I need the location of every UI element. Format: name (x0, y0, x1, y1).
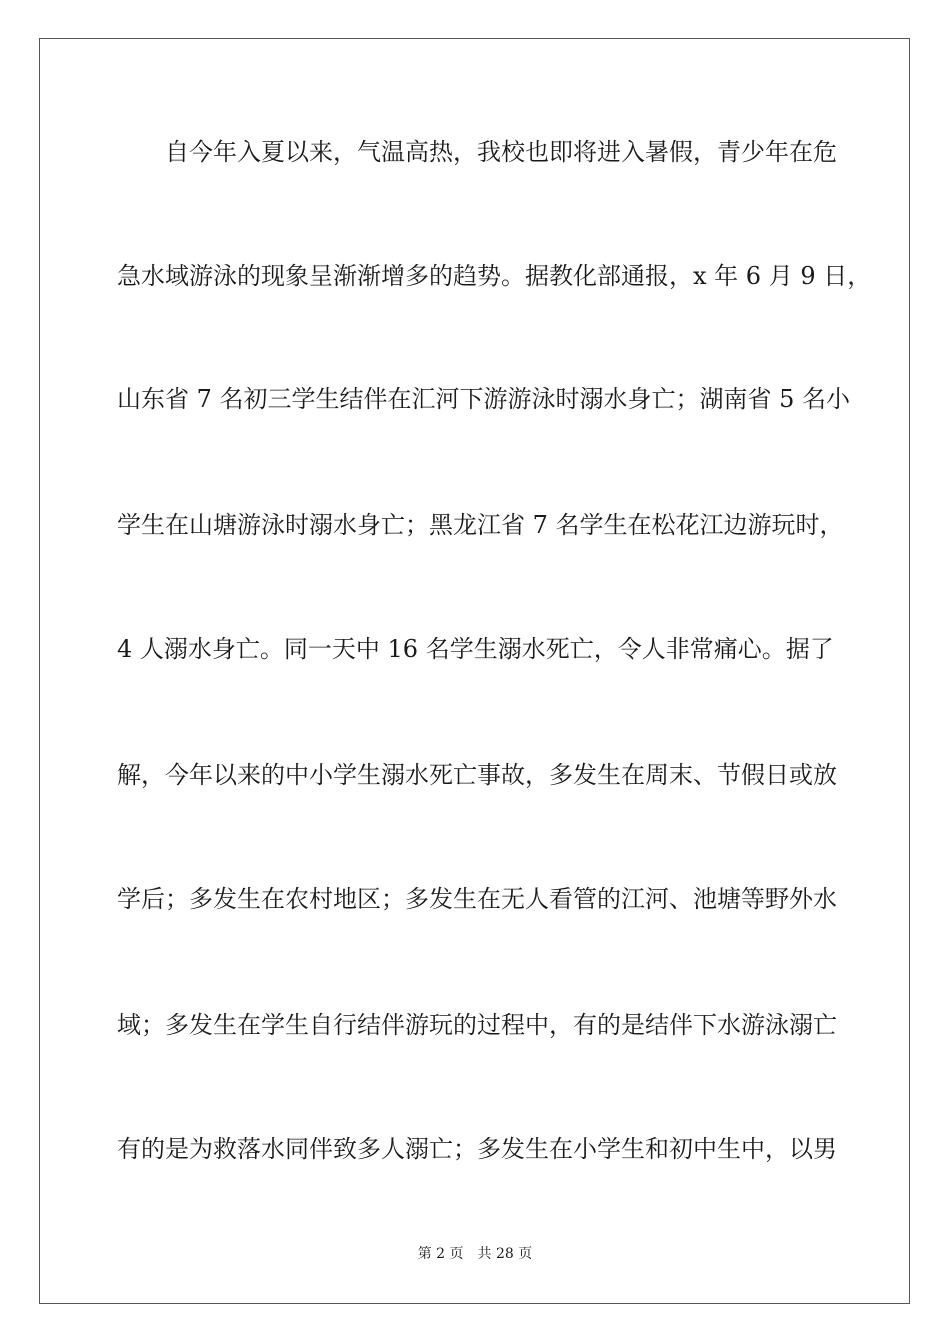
paragraph-line: 有的是为救落水同伴致多人溺亡；多发生在小学生和初中生中，以男 (117, 1135, 837, 1163)
paragraph-line: 急水域游泳的现象呈渐渐增多的趋势。据教化部通报，x 年 6 月 9 日， (117, 262, 872, 290)
page-number: 第 2 页 (417, 1246, 464, 1262)
page-total: 共 28 页 (477, 1246, 533, 1262)
page-border (39, 38, 910, 1304)
paragraph-line: 解，今年以来的中小学生溺水死亡事故，多发生在周末、节假日或放 (117, 761, 837, 789)
paragraph-line: 域；多发生在学生自行结伴游玩的过程中，有的是结伴下水游泳溺亡 (117, 1011, 837, 1039)
paragraph-line: 自今年入夏以来，气温高热，我校也即将进入暑假，青少年在危 (165, 138, 837, 166)
paragraph-line: 学后；多发生在农村地区；多发生在无人看管的江河、池塘等野外水 (117, 885, 837, 913)
page-footer (0, 1245, 950, 1263)
paragraph-line: 学生在山塘游泳时溺水身亡；黑龙江省 7 名学生在松花江边游玩时， (117, 511, 844, 539)
paragraph-line: 山东省 7 名初三学生结伴在汇河下游游泳时溺水身亡；湖南省 5 名小 (117, 385, 851, 413)
paragraph-line: 4 人溺水身亡。同一天中 16 名学生溺水死亡，令人非常痛心。据了 (117, 635, 834, 663)
